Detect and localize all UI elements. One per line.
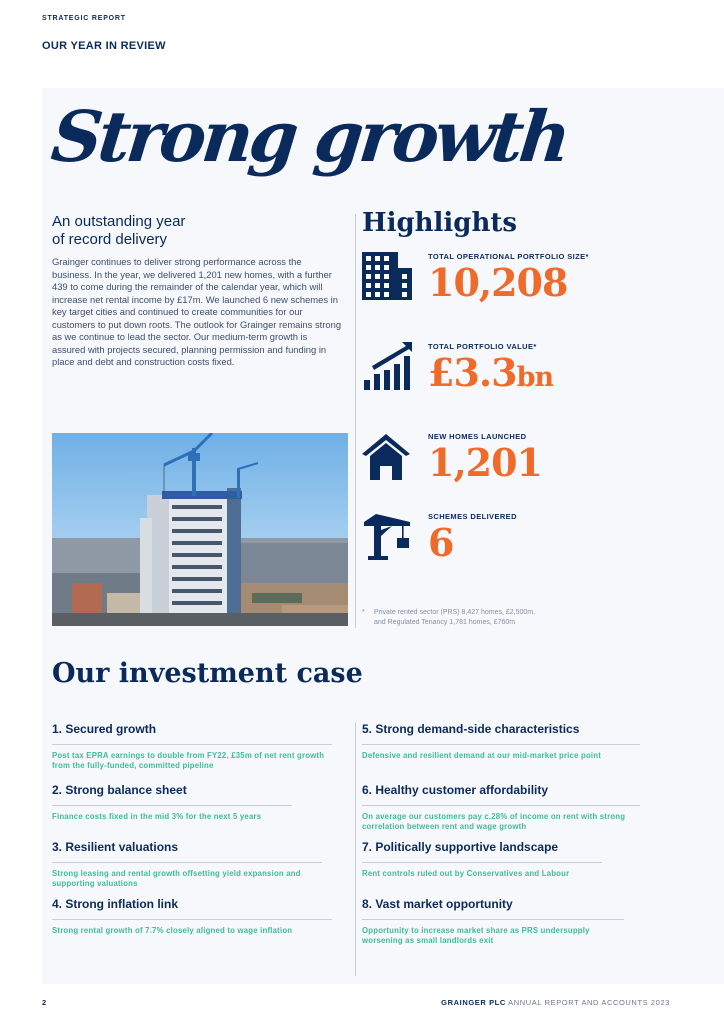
footnote-asterisk: *: [362, 609, 365, 616]
footer-brand: [441, 998, 670, 1007]
construction-photo: [52, 433, 348, 626]
investment-item-rule: [52, 805, 292, 806]
investment-item-heading: 4. Strong inflation link: [52, 897, 178, 911]
house-icon: [362, 432, 414, 484]
investment-item-heading: 6. Healthy customer affordability: [362, 783, 549, 797]
growth-chart-icon: [362, 342, 414, 394]
investment-item-8: [362, 897, 624, 946]
crane-icon: [362, 512, 414, 564]
investment-item-desc: Post tax EPRA earnings to double from FY22. £35m of net rent growth from the fully-funded, committed pipeline: [52, 751, 325, 770]
highlight-portfolio-size: [362, 252, 692, 322]
investment-item-desc: On average our customers pay c.28% of income on rent with strong correlation between rent and wage growth: [362, 812, 626, 831]
intro-heading-line2: of record delivery: [52, 231, 168, 248]
investment-item-desc: Finance costs fixed in the mid 3% for the next 5 years: [52, 812, 262, 821]
page-title: OUR YEAR IN REVIEW: [42, 40, 166, 52]
investment-case-title: Our investment case: [52, 658, 363, 689]
hero-script-title: Strong growth: [47, 95, 572, 178]
highlight-portfolio-value: [362, 342, 692, 412]
investment-item-rule: [362, 862, 602, 863]
footnote-line1: Private rented sector (PRS) 8,427 homes, £2,500m,: [374, 609, 536, 616]
investment-item-heading: 1. Secured growth: [52, 722, 157, 736]
investment-item-4: [52, 897, 332, 936]
investment-item-1: [52, 722, 332, 771]
highlight-number: 10,208: [428, 260, 568, 305]
footnote-line2: and Regulated Tenancy 1,781 homes, £760m: [374, 619, 516, 626]
investment-item-desc: Rent controls ruled out by Conservatives and Labour: [362, 869, 570, 878]
investment-item-rule: [362, 805, 640, 806]
investment-item-heading: 3. Resilient valuations: [52, 840, 179, 854]
column-divider: [355, 214, 356, 628]
highlight-number: £3.3: [428, 350, 517, 395]
investment-item-heading: 5. Strong demand-side characteristics: [362, 722, 580, 736]
investment-item-heading: 7. Politically supportive landscape: [362, 840, 559, 854]
highlight-value: [428, 440, 542, 485]
intro-heading: [52, 213, 342, 249]
investment-item-rule: [362, 744, 640, 745]
investment-item-rule: [52, 744, 332, 745]
footer-company: GRAINGER PLC: [441, 998, 506, 1007]
highlight-schemes-delivered: [362, 512, 692, 582]
investment-item-desc: Strong rental growth of 7.7% closely aligned to wage inflation: [52, 926, 293, 935]
highlight-label: NEW HOMES LAUNCHED: [428, 432, 527, 441]
highlight-label: TOTAL PORTFOLIO VALUE*: [428, 342, 537, 351]
footer-doc-title: ANNUAL REPORT AND ACCOUNTS 2023: [508, 998, 670, 1007]
investment-item-6: [362, 783, 640, 832]
highlights-footnote: [362, 608, 535, 628]
investment-item-5: [362, 722, 640, 761]
investment-item-desc: Defensive and resilient demand at our mid-market price point: [362, 751, 602, 760]
investment-item-rule: [362, 919, 624, 920]
investment-item-heading: 8. Vast market opportunity: [362, 897, 513, 911]
intro-heading-line1: An outstanding year: [52, 213, 186, 230]
highlight-value: [428, 260, 567, 305]
highlight-new-homes: [362, 432, 692, 502]
highlights-title: Highlights: [362, 208, 518, 238]
highlight-label: SCHEMES DELIVERED: [428, 512, 517, 521]
highlight-value: [428, 520, 453, 565]
investment-item-7: [362, 840, 602, 879]
highlight-number: 1,201: [428, 440, 542, 485]
highlight-value: [428, 350, 553, 395]
section-label: STRATEGIC REPORT: [42, 15, 126, 22]
page-number: 2: [42, 998, 47, 1007]
investment-item-rule: [52, 862, 322, 863]
investment-item-heading: 2. Strong balance sheet: [52, 783, 187, 797]
investment-divider: [355, 722, 356, 976]
investment-item-desc: Strong leasing and rental growth offsetting yield expansion and supporting valuations: [52, 869, 301, 888]
investment-item-rule: [52, 919, 332, 920]
intro-body: Grainger continues to deliver strong performance across the business. In the year, we delivered 1,201 new homes, with a further 439 to come during the remainder of the calendar year, which will increase net rental income by £17m. We launched 6 new schemes in key target cities and continued to create communities for our customers to put down roots. The outlook for Grainger remains strong as we continue to lead the sector. Our medium-term growth is assured with projects secured, planning permission and funding in place and debt and construction costs fixed.: [52, 256, 342, 367]
highlight-label: TOTAL OPERATIONAL PORTFOLIO SIZE*: [428, 252, 589, 261]
highlight-number: 6: [428, 520, 454, 565]
investment-item-desc: Opportunity to increase market share as PRS undersupply worsening as small landlords exit: [362, 926, 590, 945]
investment-item-3: [52, 840, 322, 889]
highlight-unit: bn: [516, 362, 554, 393]
building-icon: [362, 252, 414, 304]
investment-item-2: [52, 783, 292, 822]
